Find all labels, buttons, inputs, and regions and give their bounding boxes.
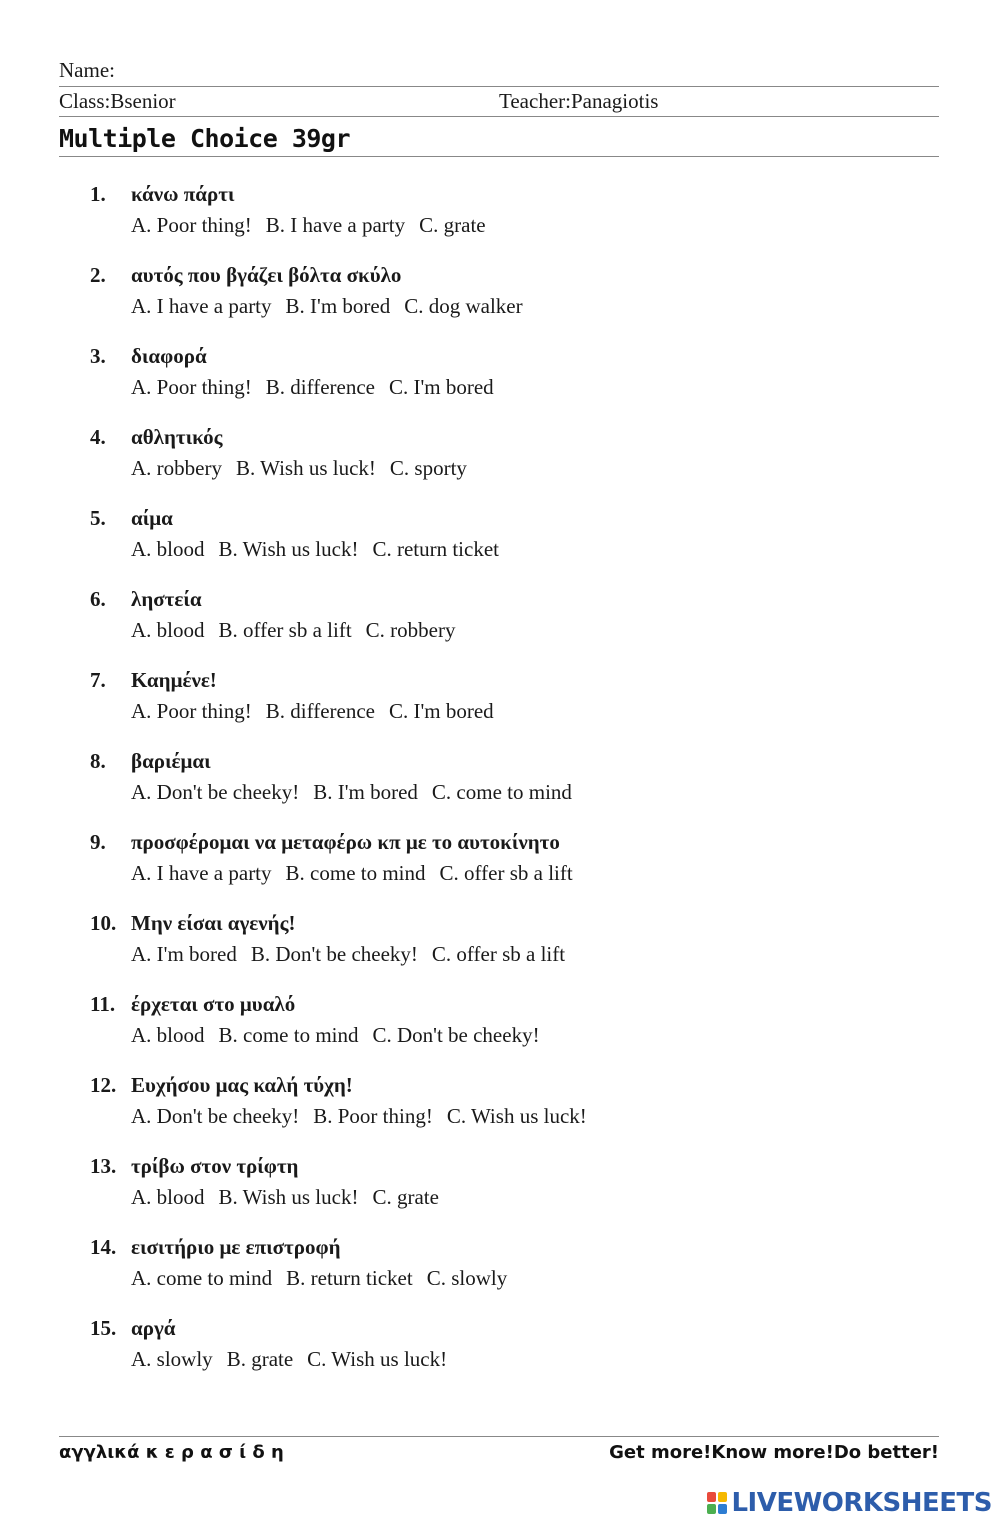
answer-option[interactable]: A. come to mind — [131, 1266, 273, 1290]
question-prompt: κάνω πάρτι — [131, 182, 235, 206]
question-number: 10. — [90, 911, 117, 935]
question-number: 15. — [90, 1316, 117, 1340]
question-number: 8. — [90, 749, 106, 773]
question-item — [90, 830, 910, 911]
question-item — [90, 1154, 910, 1235]
question-prompt: ληστεία — [131, 587, 202, 611]
question-prompt: προσφέρομαι να μεταφέρω κπ με το αυτοκίνητο — [131, 830, 560, 854]
answer-options — [131, 618, 470, 643]
answer-option[interactable]: A. I have a party — [131, 861, 272, 885]
answer-option[interactable]: C. grate — [419, 213, 486, 237]
answer-options — [131, 861, 587, 886]
question-number: 3. — [90, 344, 106, 368]
question-item — [90, 587, 910, 668]
question-prompt: Μην είσαι αγενής! — [131, 911, 296, 935]
teacher-label: Teacher:Panagiotis — [499, 89, 659, 113]
question-number: 5. — [90, 506, 106, 530]
answer-option[interactable]: B. I have a party — [265, 213, 406, 237]
question-item — [90, 182, 910, 263]
header-divider — [59, 116, 939, 117]
question-item — [90, 1235, 910, 1316]
answer-option[interactable]: A. I'm bored — [131, 942, 237, 966]
answer-option[interactable]: B. offer sb a lift — [218, 618, 352, 642]
answer-option[interactable]: A. Poor thing! — [131, 699, 252, 723]
question-prompt: αργά — [131, 1316, 176, 1340]
class-label: Class:Bsenior — [59, 89, 176, 113]
question-prompt: διαφορά — [131, 344, 207, 368]
question-item — [90, 344, 910, 425]
answer-option[interactable]: B. Wish us luck! — [218, 1185, 359, 1209]
question-number: 2. — [90, 263, 106, 287]
answer-option[interactable]: A. blood — [131, 618, 205, 642]
name-label: Name: — [59, 58, 115, 82]
question-prompt: Ευχήσου μας καλή τύχη! — [131, 1073, 353, 1097]
question-number: 7. — [90, 668, 106, 692]
question-item — [90, 425, 910, 506]
answer-option[interactable]: C. Wish us luck! — [307, 1347, 448, 1371]
question-number: 9. — [90, 830, 106, 854]
worksheet-title: Multiple Choice 39gr — [59, 124, 351, 153]
footer-divider — [59, 1436, 939, 1437]
question-item — [90, 1073, 910, 1154]
answer-options — [131, 1266, 521, 1291]
logo-icon — [707, 1492, 727, 1514]
answer-options — [131, 1347, 461, 1372]
answer-options — [131, 537, 513, 562]
brand-text: LIVEWORKSHEETS — [731, 1488, 992, 1518]
answer-option[interactable]: A. slowly — [131, 1347, 213, 1371]
answer-options — [131, 456, 481, 481]
liveworksheets-logo[interactable] — [707, 1488, 992, 1518]
question-prompt: τρίβω στον τρίφτη — [131, 1154, 299, 1178]
answer-option[interactable]: B. Don't be cheeky! — [250, 942, 418, 966]
answer-option[interactable]: C. come to mind — [431, 780, 572, 804]
answer-option[interactable]: A. I have a party — [131, 294, 272, 318]
answer-options — [131, 213, 500, 238]
answer-option[interactable]: C. dog walker — [404, 294, 523, 318]
question-item — [90, 992, 910, 1073]
answer-option[interactable]: A. Poor thing! — [131, 375, 252, 399]
answer-option[interactable]: C. grate — [372, 1185, 439, 1209]
answer-option[interactable]: C. sporty — [389, 456, 467, 480]
title-divider — [59, 156, 939, 157]
answer-option[interactable]: C. offer sb a lift — [431, 942, 566, 966]
question-prompt: έρχεται στο μυαλό — [131, 992, 296, 1016]
footer-right-text: Get more!Know more!Do better! — [609, 1442, 939, 1463]
answer-option[interactable]: B. Poor thing! — [313, 1104, 433, 1128]
answer-option[interactable]: B. I'm bored — [285, 294, 391, 318]
question-item — [90, 1316, 910, 1397]
answer-option[interactable]: C. Wish us luck! — [446, 1104, 587, 1128]
answer-option[interactable]: B. difference — [265, 375, 375, 399]
question-item — [90, 749, 910, 830]
answer-option[interactable]: A. blood — [131, 1185, 205, 1209]
question-number: 1. — [90, 182, 106, 206]
answer-options — [131, 375, 508, 400]
answer-option[interactable]: C. I'm bored — [388, 699, 494, 723]
answer-options — [131, 294, 537, 319]
answer-option[interactable]: B. Wish us luck! — [235, 456, 376, 480]
answer-option[interactable]: C. offer sb a lift — [439, 861, 573, 885]
answer-option[interactable]: A. robbery — [131, 456, 222, 480]
footer-left-text: αγγλικά κ ε ρ α σ ί δ η — [59, 1442, 284, 1463]
question-item — [90, 911, 910, 992]
question-number: 6. — [90, 587, 106, 611]
answer-options — [131, 699, 508, 724]
answer-option[interactable]: A. Don't be cheeky! — [131, 780, 300, 804]
answer-option[interactable]: B. I'm bored — [313, 780, 418, 804]
answer-options — [131, 780, 586, 805]
answer-option[interactable]: B. come to mind — [285, 861, 426, 885]
answer-options — [131, 942, 579, 967]
logo-square — [707, 1504, 716, 1514]
answer-option[interactable]: B. come to mind — [218, 1023, 359, 1047]
answer-option[interactable]: C. Don't be cheeky! — [372, 1023, 540, 1047]
answer-options — [131, 1185, 453, 1210]
answer-option[interactable]: C. I'm bored — [388, 375, 494, 399]
answer-option[interactable]: C. slowly — [426, 1266, 508, 1290]
answer-option[interactable]: A. Poor thing! — [131, 213, 252, 237]
question-prompt: βαριέμαι — [131, 749, 211, 773]
answer-option[interactable]: B. Wish us luck! — [218, 537, 359, 561]
answer-option[interactable]: A. Don't be cheeky! — [131, 1104, 300, 1128]
header-divider — [59, 86, 939, 87]
answer-options — [131, 1104, 601, 1129]
answer-option[interactable]: B. return ticket — [286, 1266, 413, 1290]
question-number: 12. — [90, 1073, 117, 1097]
question-item — [90, 506, 910, 587]
answer-option[interactable]: C. robbery — [365, 618, 456, 642]
question-number: 14. — [90, 1235, 117, 1259]
question-prompt: αίμα — [131, 506, 173, 530]
question-prompt: αυτός που βγάζει βόλτα σκύλο — [131, 263, 402, 287]
question-list — [90, 182, 910, 1397]
answer-options — [131, 1023, 554, 1048]
answer-option[interactable]: B. difference — [265, 699, 375, 723]
question-number: 13. — [90, 1154, 117, 1178]
answer-option[interactable]: A. blood — [131, 1023, 205, 1047]
question-number: 11. — [90, 992, 116, 1016]
question-number: 4. — [90, 425, 106, 449]
question-prompt: εισιτήριο με επιστροφή — [131, 1235, 341, 1259]
logo-square — [718, 1492, 727, 1502]
answer-option[interactable]: B. grate — [226, 1347, 294, 1371]
answer-option[interactable]: C. return ticket — [372, 537, 499, 561]
logo-square — [718, 1504, 727, 1514]
logo-square — [707, 1492, 716, 1502]
question-prompt: αθλητικός — [131, 425, 223, 449]
question-item — [90, 668, 910, 749]
answer-option[interactable]: A. blood — [131, 537, 205, 561]
question-item — [90, 263, 910, 344]
question-prompt: Καημένε! — [131, 668, 217, 692]
